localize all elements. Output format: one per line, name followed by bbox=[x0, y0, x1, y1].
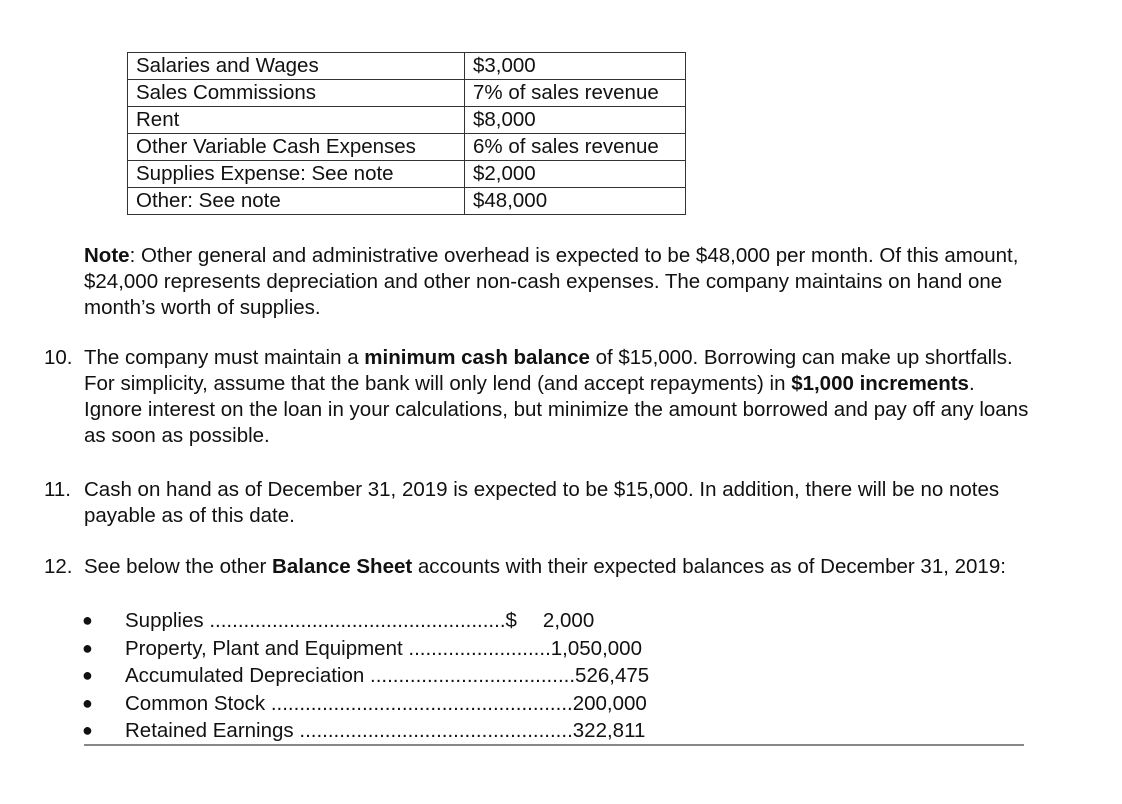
bullet-icon: ● bbox=[82, 692, 93, 713]
item-text: Cash on hand as of December 31, 2019 is expected to be $15,000. In addition, there will be no notes payable as of this date. bbox=[84, 478, 1000, 527]
balance-amount: 322,811 bbox=[572, 719, 646, 742]
expense-label: Other Variable Cash Expenses bbox=[128, 134, 465, 161]
item-number: 10. bbox=[44, 346, 73, 369]
balance-label: Supplies bbox=[125, 609, 204, 632]
balance-label: Accumulated Depreciation bbox=[125, 664, 365, 687]
balance-label: Property, Plant and Equipment bbox=[125, 636, 403, 660]
dot-leader: ..................................................... bbox=[270, 691, 573, 715]
leader-line bbox=[125, 717, 775, 745]
expense-label: Salaries and Wages bbox=[128, 53, 465, 80]
expense-label: Other: See note bbox=[128, 188, 465, 215]
bold-run: Balance Sheet bbox=[272, 555, 413, 578]
balance-amount: 526,475 bbox=[575, 664, 650, 687]
note-text: : Other general and administrative overhead is expected to be $48,000 per month. Of this amount, $24,000 represents depreciation and other non-cash expenses. The company maintains on hand one month’s worth of supplies. bbox=[84, 244, 1019, 319]
dot-leader: .................................................... bbox=[209, 609, 506, 632]
table-row bbox=[128, 107, 686, 134]
item-12 bbox=[44, 554, 1034, 580]
text-run: of $15,000. Borrowing can make up shortfalls. For simplicity, assume that the bank will only lend (and accept repayments) in bbox=[84, 346, 1013, 395]
bold-run: minimum cash balance bbox=[364, 346, 590, 369]
balance-label: Retained Earnings bbox=[125, 719, 294, 742]
expense-value: 6% of sales revenue bbox=[465, 134, 686, 161]
expense-value: $3,000 bbox=[465, 53, 686, 80]
text-run: The company must maintain a bbox=[84, 346, 365, 369]
expense-label: Rent bbox=[128, 107, 465, 134]
expense-value: $2,000 bbox=[465, 161, 686, 188]
text-run: See below the other bbox=[84, 555, 273, 578]
note-paragraph bbox=[84, 243, 1024, 321]
bullet-icon: ● bbox=[82, 720, 93, 740]
note-label: Note bbox=[84, 244, 130, 267]
bullet-icon: ● bbox=[82, 637, 93, 658]
expense-value: $48,000 bbox=[465, 188, 686, 215]
bold-run: $1,000 increments bbox=[791, 372, 969, 395]
dot-leader: ................................................ bbox=[299, 719, 573, 742]
dot-leader: .................................... bbox=[370, 664, 576, 687]
balance-amount: 1,050,000 bbox=[550, 636, 642, 660]
expense-value: $8,000 bbox=[465, 107, 686, 134]
table-row bbox=[128, 80, 686, 107]
expense-label: Supplies Expense: See note bbox=[128, 161, 465, 188]
leader-line bbox=[125, 607, 775, 635]
table-row bbox=[128, 161, 686, 188]
table-row bbox=[128, 53, 686, 80]
item-number: 12. bbox=[44, 555, 73, 578]
item-text bbox=[84, 554, 1034, 580]
leader-line bbox=[125, 635, 775, 663]
text-run: . Ignore interest on the loan in your calculations, but minimize the amount borrowed and pay off any loans as soon as possible. bbox=[84, 372, 1029, 447]
bullet-icon: ● bbox=[82, 610, 93, 630]
balance-amount: 200,000 bbox=[572, 691, 647, 715]
item-11 bbox=[44, 477, 1034, 529]
expense-value: 7% of sales revenue bbox=[465, 80, 686, 107]
balance-currency: $ bbox=[505, 609, 517, 632]
expense-label: Sales Commissions bbox=[128, 80, 465, 107]
table-row bbox=[128, 134, 686, 161]
table-row bbox=[128, 188, 686, 215]
leader-line bbox=[125, 690, 775, 718]
item-10 bbox=[44, 345, 1034, 449]
expense-table bbox=[127, 52, 686, 215]
item-text bbox=[84, 345, 1034, 449]
bullet-icon: ● bbox=[82, 665, 93, 685]
leader-line bbox=[125, 662, 775, 690]
balance-amount: 2,000 bbox=[542, 609, 595, 632]
divider bbox=[84, 744, 1024, 746]
item-number: 11. bbox=[44, 478, 71, 501]
balance-label: Common Stock bbox=[125, 691, 266, 715]
text-run: accounts with their expected balances as of December 31, 2019: bbox=[412, 555, 1006, 578]
dot-leader: ......................... bbox=[408, 636, 551, 660]
